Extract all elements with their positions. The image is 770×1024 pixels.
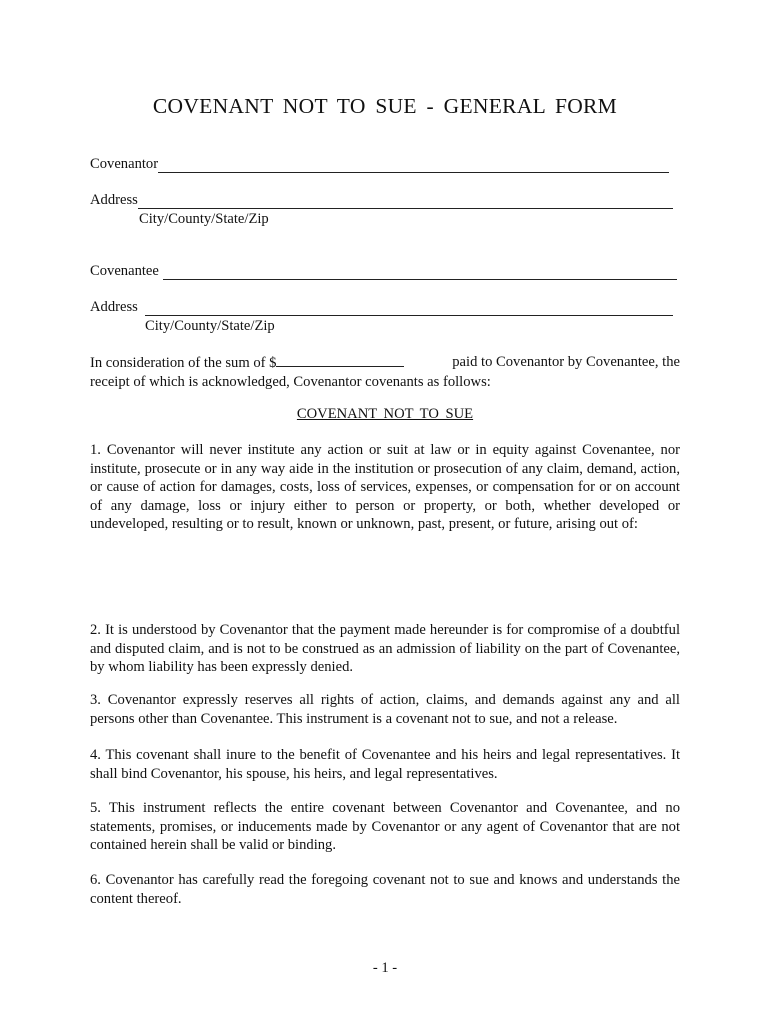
paragraph-3: 3. Covenantor expressly reserves all rights of action, claims, and demands against any and all persons other than Covenantee. This instrument is a covenant not to sue, and not a release. [90, 692, 680, 727]
covenantor-label: Covenantor [90, 156, 159, 172]
paragraph-2: 2. It is understood by Covenantor that the payment made hereunder is for compromise of a doubtful and disputed claim, and is not to be construed as an admission of liability on the part of Covenantee, by whom liability has been expressly denied. [90, 622, 680, 676]
covenantee-blank-line[interactable] [163, 265, 677, 280]
consideration-clause [90, 353, 680, 391]
section-heading [0, 406, 770, 423]
covenantor-address-field [90, 192, 673, 209]
covenantee-address-blank-line[interactable] [145, 301, 673, 316]
covenantee-field [90, 263, 677, 280]
covenantee-label: Covenantee [90, 263, 159, 279]
paragraph-5: 5. This instrument reflects the entire covenant between Covenantor and Covenantee, and no statements, promises, or inducements made by Covenantor or any agent of Covenantor that are not contained herein shall be valid or binding. [90, 800, 680, 854]
paragraph-1: 1. Covenantor will never institute any action or suit at law or in equity against Covenantee, nor institute, prosecute or in any way aide in the institution or prosecution of any claim, demand, action, or cause of action for damages, costs, loss of services, expenses, or compensation for or on account of any damage, loss or injury either to person or property, or both, whether developed or undeveloped, resulting or to result, known or unknown, past, present, or future, arising out of: [90, 442, 680, 533]
paragraph-6: 6. Covenantor has carefully read the foregoing covenant not to sue and knows and understands the content thereof. [90, 872, 680, 907]
document-title: COVENANT NOT TO SUE - GENERAL FORM [152, 94, 618, 118]
covenantee-address-label: Address [90, 299, 138, 315]
covenantee-city-label: City/County/State/Zip [145, 318, 275, 334]
section-heading-text: COVENANT NOT TO SUE [296, 406, 474, 422]
covenantee-address-field [90, 299, 673, 316]
paragraph-4: 4. This covenant shall inure to the benefit of Covenantee and his heirs and legal representatives. It shall bind Covenantor, his spouse, his heirs, and legal representatives. [90, 747, 680, 782]
consideration-text-start: In consideration of the sum of $ [90, 355, 277, 371]
consideration-text-end: paid to Covenantor by Covenantee, the [452, 354, 680, 370]
page-number: - 1 - [372, 960, 398, 976]
covenantor-blank-line[interactable] [158, 158, 669, 173]
covenantor-address-label: Address [90, 192, 138, 208]
consideration-amount-blank[interactable] [276, 353, 404, 367]
consideration-text-line2: receipt of which is acknowledged, Covenantor covenants as follows: [90, 373, 491, 390]
covenantor-city-label: City/County/State/Zip [139, 211, 269, 227]
covenantor-field [90, 156, 669, 173]
covenantor-address-blank-line[interactable] [138, 194, 673, 209]
